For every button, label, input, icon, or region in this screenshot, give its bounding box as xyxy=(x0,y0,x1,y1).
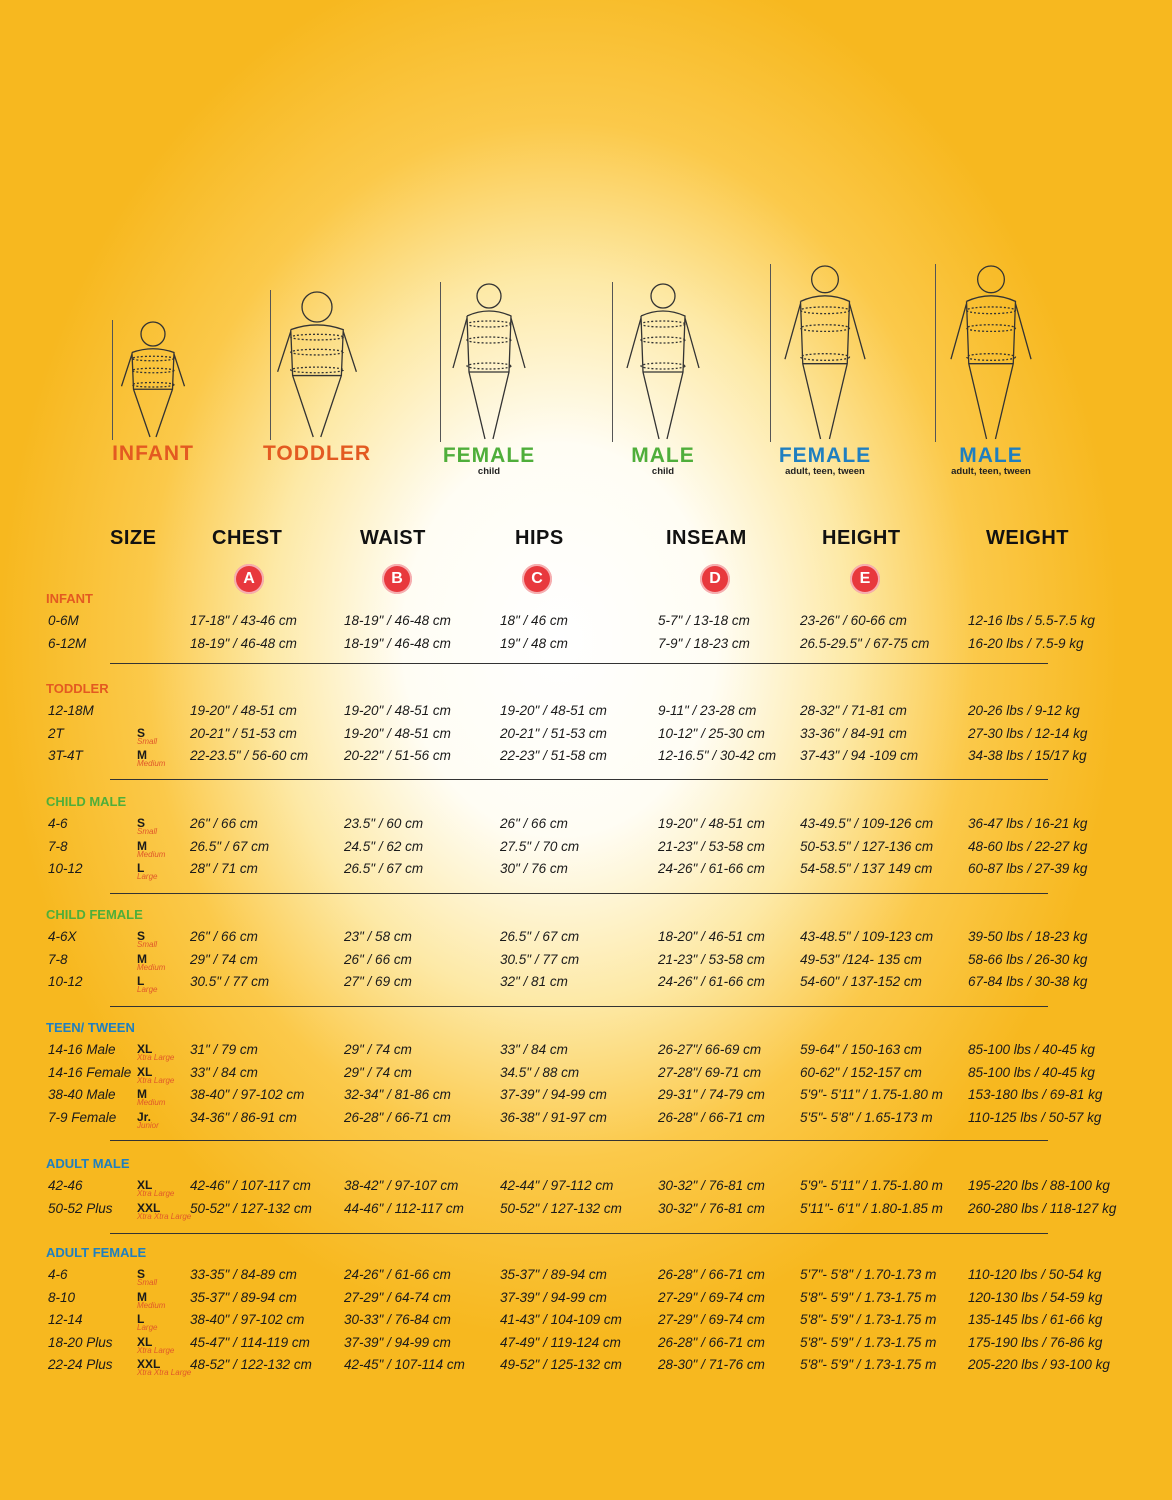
size-code: S xyxy=(137,1267,146,1281)
size-code: M xyxy=(137,1087,147,1101)
waist-cell: 26-28" / 66-71 cm xyxy=(344,1109,451,1125)
waist-cell: 44-46" / 112-117 cm xyxy=(344,1200,464,1216)
figure-sublabel: child xyxy=(651,466,675,477)
table-row xyxy=(0,952,1172,974)
size-code-label: Medium xyxy=(137,962,166,972)
height-cell: 23-26" / 60-66 cm xyxy=(800,613,907,628)
weight-cell: 27-30 lbs / 12-14 kg xyxy=(968,725,1088,741)
size-code: M xyxy=(137,838,147,853)
table-row xyxy=(0,1201,1172,1223)
table-row xyxy=(0,1267,1172,1289)
chest-cell: 26" / 66 cm xyxy=(190,816,258,831)
chest-cell: 26" / 66 cm xyxy=(190,929,258,944)
table-row xyxy=(0,613,1172,635)
hips-cell: 19-20" / 48-51 cm xyxy=(500,703,607,718)
weight-cell: 58-66 lbs / 26-30 kg xyxy=(968,951,1088,967)
hips-cell: 35-37" / 89-94 cm xyxy=(500,1267,607,1282)
weight-cell: 85-100 lbs / 40-45 kg xyxy=(968,1064,1095,1080)
badge-inseam-icon: D xyxy=(700,564,730,594)
weight-cell: 195-220 lbs / 88-100 kg xyxy=(968,1178,1110,1193)
waist-cell: 18-19" / 46-48 cm xyxy=(344,613,451,628)
size-cell: 42-46 xyxy=(48,1178,83,1193)
height-cell: 28-32" / 71-81 cm xyxy=(800,703,907,718)
table-row xyxy=(0,1110,1172,1132)
size-code-label: Xtra Xtra Large xyxy=(137,1211,192,1221)
table-row xyxy=(0,929,1172,951)
chest-cell: 42-46" / 107-117 cm xyxy=(190,1178,311,1193)
size-code: M xyxy=(137,951,147,966)
size-code-label: Medium xyxy=(137,1098,166,1107)
height-cell: 5'9"- 5'11" / 1.75-1.80 m xyxy=(800,1087,943,1102)
figure-sublabel: adult, teen, tween xyxy=(951,466,1031,477)
weight-cell: 85-100 lbs / 40-45 kg xyxy=(968,1042,1095,1057)
chest-cell: 19-20" / 48-51 cm xyxy=(190,703,297,718)
section-title-toddler: TODDLER xyxy=(46,681,109,696)
header-weight: WEIGHT xyxy=(986,527,1069,549)
size-code: XL xyxy=(137,1178,153,1192)
size-cell: 0-6M xyxy=(48,613,79,628)
size-cell: 18-20 Plus xyxy=(48,1334,113,1350)
inseam-cell: 30-32" / 76-81 cm xyxy=(658,1178,765,1193)
figure-label: TODDLER xyxy=(262,442,372,465)
chest-cell: 48-52" / 122-132 cm xyxy=(190,1357,312,1372)
badge-hips-icon: C xyxy=(522,564,552,594)
size-code: L xyxy=(137,974,145,988)
size-code: M xyxy=(137,748,147,762)
section-divider xyxy=(110,1006,1048,1007)
badge-waist-icon: B xyxy=(382,564,412,594)
size-cell: 12-14 xyxy=(48,1312,83,1327)
weight-cell: 36-47 lbs / 16-21 kg xyxy=(968,816,1088,831)
figure-label: FEMALE xyxy=(442,444,536,467)
height-cell: 5'5"- 5'8" / 1.65-173 m xyxy=(800,1109,933,1125)
height-cell: 5'8"- 5'9" / 1.73-1.75 m xyxy=(800,1357,937,1372)
waist-cell: 23" / 58 cm xyxy=(344,929,412,944)
height-cell: 60-62" / 152-157 cm xyxy=(800,1064,922,1080)
figure-label: MALE xyxy=(959,444,1023,467)
section-title-teen: TEEN/ TWEEN xyxy=(46,1020,135,1035)
height-cell: 43-49.5" / 109-126 cm xyxy=(800,816,934,831)
table-row xyxy=(0,1290,1172,1312)
height-cell: 5'8"- 5'9" / 1.73-1.75 m xyxy=(800,1312,937,1327)
inseam-cell: 27-29" / 69-74 cm xyxy=(658,1289,765,1305)
weight-cell: 20-26 lbs / 9-12 kg xyxy=(968,703,1080,718)
size-cell: 22-24 Plus xyxy=(48,1357,113,1372)
section-divider xyxy=(110,779,1048,780)
header-waist: WAIST xyxy=(360,527,426,549)
height-cell: 5'9"- 5'11" / 1.75-1.80 m xyxy=(800,1178,943,1193)
size-code: S xyxy=(137,816,146,830)
waist-cell: 30-33" / 76-84 cm xyxy=(344,1312,451,1327)
inseam-cell: 21-23" / 53-58 cm xyxy=(658,838,765,854)
table-row xyxy=(0,748,1172,770)
inseam-cell: 5-7" / 13-18 cm xyxy=(658,613,750,628)
chest-cell: 29" / 74 cm xyxy=(190,951,258,967)
size-code-label: Large xyxy=(137,1323,158,1332)
hips-cell: 26.5" / 67 cm xyxy=(500,929,580,944)
inseam-cell: 24-26" / 61-66 cm xyxy=(658,974,765,989)
hips-cell: 30" / 76 cm xyxy=(500,861,568,876)
height-cell: 26.5-29.5" / 67-75 cm xyxy=(800,635,930,651)
size-cell: 14-16 Female xyxy=(48,1064,132,1080)
chest-cell: 28" / 71 cm xyxy=(190,861,258,876)
figure-toddler-figure xyxy=(232,290,402,466)
weight-cell: 39-50 lbs / 18-23 kg xyxy=(968,929,1088,944)
size-code: XL xyxy=(137,1042,153,1056)
section-divider xyxy=(110,1233,1048,1234)
size-cell: 10-12 xyxy=(48,861,83,876)
section-divider xyxy=(110,1140,1048,1141)
waist-cell: 42-45" / 107-114 cm xyxy=(344,1357,465,1372)
hips-cell: 22-23" / 51-58 cm xyxy=(500,748,607,763)
size-code: XXL xyxy=(137,1357,161,1371)
hips-cell: 33" / 84 cm xyxy=(500,1042,568,1057)
inseam-cell: 29-31" / 74-79 cm xyxy=(658,1087,765,1102)
table-row xyxy=(0,1312,1172,1334)
waist-cell: 24-26" / 61-66 cm xyxy=(344,1267,451,1282)
inseam-cell: 19-20" / 48-51 cm xyxy=(658,816,765,831)
section-title-child-male: CHILD MALE xyxy=(46,794,127,809)
waist-cell: 38-42" / 97-107 cm xyxy=(344,1178,459,1193)
chest-cell: 17-18" / 43-46 cm xyxy=(190,613,297,628)
size-code-label: Small xyxy=(137,1278,158,1287)
size-code: S xyxy=(137,929,146,943)
waist-cell: 24.5" / 62 cm xyxy=(344,838,424,854)
height-cell: 49-53" /124- 135 cm xyxy=(800,951,922,967)
size-code-label: Medium xyxy=(137,849,166,859)
table-row xyxy=(0,839,1172,861)
chest-cell: 33-35" / 84-89 cm xyxy=(190,1267,297,1282)
table-row xyxy=(0,703,1172,725)
hips-cell: 32" / 81 cm xyxy=(500,974,568,989)
hips-cell: 37-39" / 94-99 cm xyxy=(500,1289,607,1305)
hips-cell: 20-21" / 51-53 cm xyxy=(500,725,607,741)
size-cell: 50-52 Plus xyxy=(48,1200,113,1216)
inseam-cell: 26-28" / 66-71 cm xyxy=(658,1267,765,1282)
table-row xyxy=(0,974,1172,996)
weight-cell: 12-16 lbs / 5.5-7.5 kg xyxy=(968,613,1095,628)
inseam-cell: 12-16.5" / 30-42 cm xyxy=(658,748,777,763)
size-cell: 3T-4T xyxy=(48,748,83,763)
height-cell: 54-58.5" / 137 149 cm xyxy=(800,861,933,876)
inseam-cell: 30-32" / 76-81 cm xyxy=(658,1200,765,1216)
weight-cell: 48-60 lbs / 22-27 kg xyxy=(968,838,1088,854)
table-row xyxy=(0,636,1172,658)
size-code-label: Medium xyxy=(137,1300,166,1310)
weight-cell: 153-180 lbs / 69-81 kg xyxy=(968,1087,1103,1102)
size-code-label: Junior xyxy=(137,1120,159,1130)
height-cell: 5'8"- 5'9" / 1.73-1.75 m xyxy=(800,1289,937,1305)
height-cell: 5'7"- 5'8" / 1.70-1.73 m xyxy=(800,1267,937,1282)
weight-cell: 205-220 lbs / 93-100 kg xyxy=(968,1357,1110,1372)
waist-cell: 26.5" / 67 cm xyxy=(344,861,424,876)
height-cell: 50-53.5" / 127-136 cm xyxy=(800,838,934,854)
toddler-figure-icon xyxy=(272,290,362,440)
figure-sublabel: adult, teen, tween xyxy=(785,466,865,477)
size-code: XL xyxy=(137,1064,153,1079)
size-cell: 4-6 xyxy=(48,1267,68,1282)
waist-cell: 18-19" / 46-48 cm xyxy=(344,635,451,651)
weight-cell: 34-38 lbs / 15/17 kg xyxy=(968,748,1087,763)
header-height: HEIGHT xyxy=(822,527,901,549)
inseam-cell: 28-30" / 71-76 cm xyxy=(658,1357,765,1372)
hips-cell: 36-38" / 91-97 cm xyxy=(500,1109,607,1125)
size-cell: 7-8 xyxy=(48,951,68,967)
inseam-cell: 9-11" / 23-28 cm xyxy=(658,703,757,718)
table-row xyxy=(0,1087,1172,1109)
size-code-label: Small xyxy=(137,940,158,949)
height-cell: 5'11"- 6'1" / 1.80-1.85 m xyxy=(800,1200,943,1216)
waist-cell: 29" / 74 cm xyxy=(344,1064,412,1080)
waist-cell: 27" / 69 cm xyxy=(344,974,412,989)
waist-cell: 19-20" / 48-51 cm xyxy=(344,725,451,741)
weight-cell: 110-120 lbs / 50-54 kg xyxy=(968,1267,1102,1282)
size-code-label: Xtra Large xyxy=(137,1345,175,1355)
size-code-label: Xtra Large xyxy=(137,1053,175,1062)
size-cell: 38-40 Male xyxy=(48,1087,116,1102)
figure-label: MALE xyxy=(631,444,695,467)
chest-cell: 35-37" / 89-94 cm xyxy=(190,1289,297,1305)
hips-cell: 30.5" / 77 cm xyxy=(500,951,580,967)
infant-figure-icon xyxy=(108,320,198,440)
size-code: Jr. xyxy=(137,1109,152,1124)
size-code-label: Xtra Xtra Large xyxy=(137,1368,192,1377)
child-male-figure-icon xyxy=(618,282,708,442)
hips-cell: 18" / 46 cm xyxy=(500,613,568,628)
chest-cell: 31" / 79 cm xyxy=(190,1042,258,1057)
inseam-cell: 27-28"/ 69-71 cm xyxy=(658,1064,762,1080)
hips-cell: 47-49" / 119-124 cm xyxy=(500,1334,621,1350)
inseam-cell: 26-27"/ 66-69 cm xyxy=(658,1042,762,1057)
child-female-figure-icon xyxy=(444,282,534,442)
size-cell: 12-18M xyxy=(48,703,94,718)
adult-female-figure-icon xyxy=(780,264,870,442)
weight-cell: 135-145 lbs / 61-66 kg xyxy=(968,1312,1103,1327)
hips-cell: 34.5" / 88 cm xyxy=(500,1064,580,1080)
figure-sublabel: child xyxy=(477,466,501,477)
weight-cell: 110-125 lbs / 50-57 kg xyxy=(968,1109,1102,1125)
table-row xyxy=(0,726,1172,748)
inseam-cell: 10-12" / 25-30 cm xyxy=(658,725,765,741)
size-code: M xyxy=(137,1289,147,1304)
chest-cell: 26.5" / 67 cm xyxy=(190,838,270,854)
size-code: S xyxy=(137,725,146,740)
figure-infant-figure xyxy=(68,320,238,466)
size-code-label: Medium xyxy=(137,759,166,768)
waist-cell: 26" / 66 cm xyxy=(344,951,412,967)
hips-cell: 42-44" / 97-112 cm xyxy=(500,1178,614,1193)
figure-label: INFANT xyxy=(112,442,194,465)
size-cell: 4-6X xyxy=(48,929,77,944)
chest-cell: 34-36" / 86-91 cm xyxy=(190,1109,297,1125)
size-cell: 14-16 Male xyxy=(48,1042,116,1057)
chest-cell: 18-19" / 46-48 cm xyxy=(190,635,297,651)
table-row xyxy=(0,1178,1172,1200)
chest-cell: 50-52" / 127-132 cm xyxy=(190,1200,312,1216)
figure-adult-female-figure xyxy=(740,264,910,477)
header-size: SIZE xyxy=(110,527,157,549)
waist-cell: 23.5" / 60 cm xyxy=(344,816,424,831)
chest-cell: 30.5" / 77 cm xyxy=(190,974,270,989)
figure-child-female-figure xyxy=(404,282,574,477)
table-row xyxy=(0,1335,1172,1357)
weight-cell: 60-87 lbs / 27-39 kg xyxy=(968,861,1088,876)
size-cell: 2T xyxy=(48,725,64,741)
size-code-label: Xtra Large xyxy=(137,1189,175,1198)
hips-cell: 27.5" / 70 cm xyxy=(500,838,580,854)
badge-chest-icon: A xyxy=(234,564,264,594)
section-divider xyxy=(110,663,1048,664)
section-title-infant: INFANT xyxy=(46,591,93,606)
table-row xyxy=(0,1357,1172,1379)
size-code: XXL xyxy=(137,1200,161,1215)
chest-cell: 22-23.5" / 56-60 cm xyxy=(190,748,309,763)
hips-cell: 19" / 48 cm xyxy=(500,635,568,651)
inseam-cell: 27-29" / 69-74 cm xyxy=(658,1312,765,1327)
inseam-cell: 7-9" / 18-23 cm xyxy=(658,635,750,651)
height-cell: 43-48.5" / 109-123 cm xyxy=(800,929,934,944)
size-cell: 6-12M xyxy=(48,635,87,651)
size-code: L xyxy=(137,861,145,875)
size-cell: 10-12 xyxy=(48,974,83,989)
section-title-adult-female: ADULT FEMALE xyxy=(46,1245,147,1260)
section-divider xyxy=(110,893,1048,894)
waist-cell: 19-20" / 48-51 cm xyxy=(344,703,451,718)
table-row xyxy=(0,1042,1172,1064)
figure-adult-male-figure xyxy=(906,264,1076,477)
size-cell: 4-6 xyxy=(48,816,68,831)
chest-cell: 38-40" / 97-102 cm xyxy=(190,1087,305,1102)
size-code-label: Large xyxy=(137,985,158,994)
waist-cell: 20-22" / 51-56 cm xyxy=(344,748,451,763)
header-inseam: INSEAM xyxy=(666,527,747,549)
figure-label: FEMALE xyxy=(778,444,872,467)
chest-cell: 38-40" / 97-102 cm xyxy=(190,1312,305,1327)
section-title-adult-male: ADULT MALE xyxy=(46,1156,130,1171)
size-code: XL xyxy=(137,1334,153,1349)
chest-cell: 45-47" / 114-119 cm xyxy=(190,1334,310,1350)
weight-cell: 16-20 lbs / 7.5-9 kg xyxy=(968,635,1084,651)
header-chest: CHEST xyxy=(212,527,283,549)
weight-cell: 260-280 lbs / 118-127 kg xyxy=(968,1200,1117,1216)
size-cell: 8-10 xyxy=(48,1289,76,1305)
size-cell: 7-8 xyxy=(48,838,68,854)
size-code-label: Large xyxy=(137,872,158,881)
size-code-label: Xtra Large xyxy=(137,1075,175,1085)
header-hips: HIPS xyxy=(515,527,564,549)
inseam-cell: 26-28" / 66-71 cm xyxy=(658,1109,765,1125)
hips-cell: 49-52" / 125-132 cm xyxy=(500,1357,622,1372)
badge-height-icon: E xyxy=(850,564,880,594)
inseam-cell: 24-26" / 61-66 cm xyxy=(658,861,765,876)
height-cell: 59-64" / 150-163 cm xyxy=(800,1042,922,1057)
table-row xyxy=(0,1065,1172,1087)
height-cell: 37-43" / 94 -109 cm xyxy=(800,748,919,763)
hips-cell: 26" / 66 cm xyxy=(500,816,568,831)
waist-cell: 27-29" / 64-74 cm xyxy=(344,1289,451,1305)
size-code: L xyxy=(137,1312,145,1326)
waist-cell: 37-39" / 94-99 cm xyxy=(344,1334,451,1350)
height-cell: 5'8"- 5'9" / 1.73-1.75 m xyxy=(800,1334,937,1350)
size-cell: 7-9 Female xyxy=(48,1109,117,1125)
weight-cell: 120-130 lbs / 54-59 kg xyxy=(968,1289,1103,1305)
table-row xyxy=(0,861,1172,883)
height-cell: 33-36" / 84-91 cm xyxy=(800,725,907,741)
adult-male-figure-icon xyxy=(946,264,1036,442)
chest-cell: 20-21" / 51-53 cm xyxy=(190,725,297,741)
hips-cell: 41-43" / 104-109 cm xyxy=(500,1312,622,1327)
height-cell: 54-60" / 137-152 cm xyxy=(800,974,922,989)
hips-cell: 50-52" / 127-132 cm xyxy=(500,1200,622,1216)
weight-cell: 67-84 lbs / 30-38 kg xyxy=(968,974,1088,989)
hips-cell: 37-39" / 94-99 cm xyxy=(500,1087,607,1102)
inseam-cell: 18-20" / 46-51 cm xyxy=(658,929,765,944)
table-row xyxy=(0,816,1172,838)
size-code-label: Small xyxy=(137,736,158,746)
inseam-cell: 21-23" / 53-58 cm xyxy=(658,951,765,967)
chest-cell: 33" / 84 cm xyxy=(190,1064,258,1080)
weight-cell: 175-190 lbs / 76-86 kg xyxy=(968,1334,1103,1350)
inseam-cell: 26-28" / 66-71 cm xyxy=(658,1334,765,1350)
waist-cell: 32-34" / 81-86 cm xyxy=(344,1087,451,1102)
waist-cell: 29" / 74 cm xyxy=(344,1042,412,1057)
size-code-label: Small xyxy=(137,827,158,836)
section-title-child-female: CHILD FEMALE xyxy=(46,907,143,922)
figure-child-male-figure xyxy=(578,282,748,477)
